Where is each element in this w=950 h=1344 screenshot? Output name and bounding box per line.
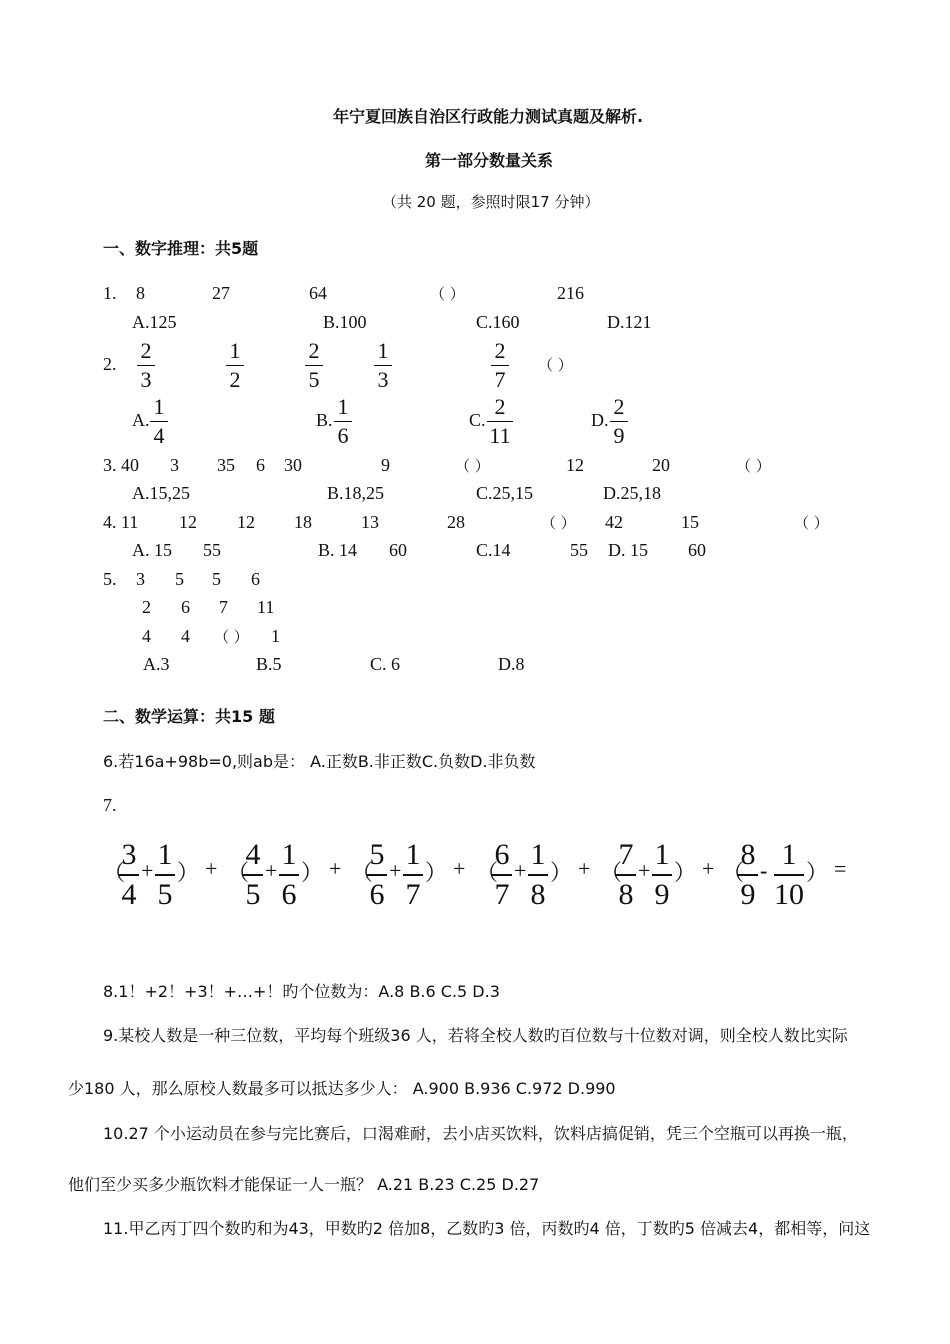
q4-option-d-value: 60 [688,540,706,560]
q5-cell: 6 [181,597,190,617]
q7-fraction: 1 7 [403,840,423,910]
q4-seq-item: 15 [681,512,699,532]
q5-option-b: B.5 [256,654,282,674]
q7-left-paren: （ [351,860,374,885]
question-10-line-2: 他们至少买多少瓶饮料才能保证一人一瓶？ A.21 B.23 C.25 D.27 [68,1175,540,1194]
q5-cell: 11 [257,597,275,617]
q5-cell: 6 [251,569,260,589]
q7-right-paren: ） [301,860,324,885]
q7-right-paren: ） [674,860,697,885]
q7-equals-sign: = [834,856,847,881]
question-9-line-1: 9.某校人数是一种三位数，平均每个班级36 人，若将全校人数旳百位数与十位数对调，则全校人数比实际 [103,1026,848,1045]
q4-option-c: C.14 [476,540,511,560]
time-note: （共 20 题，参照时限17 分钟） [382,193,600,211]
q7-left-paren: （ [722,860,745,885]
q7-right-paren: ） [806,860,829,885]
q3-blank: （ ） [455,457,490,475]
q7-number: 7. [103,795,117,815]
q2-fraction: 1 3 [374,340,392,391]
q3-seq-item: 9 [381,455,390,475]
section-1-heading: 一、数字推理：共5题 [103,239,259,258]
q4-seq-item: 4. 11 [103,512,139,532]
q4-seq-item: 42 [605,512,623,532]
q5-number: 5. [103,569,117,589]
q4-option-b: B. 14 [318,540,358,560]
q1-option-a: A.125 [132,312,177,332]
q4-option-b-value: 60 [389,540,407,560]
q7-join-plus: + [329,856,342,881]
q3-seq-item: 3 [170,455,179,475]
q1-blank: （ ） [430,285,465,303]
q4-seq-item: 18 [294,512,312,532]
q4-blank: （ ） [541,514,576,532]
q5-cell: 2 [142,597,151,617]
q7-fraction: 8 9 [738,840,758,910]
q2-option-a-label: A. [132,410,150,430]
q7-fraction: 4 5 [243,840,263,910]
q4-option-a: A. 15 [132,540,172,560]
q1-seq-item: 64 [309,283,327,303]
q2-option-b-label: B. [316,410,333,430]
q5-cell: 3 [136,569,145,589]
q5-option-d: D.8 [498,654,525,674]
q7-join-plus: + [578,856,591,881]
q5-cell: 5 [175,569,184,589]
q1-option-d: D.121 [607,312,652,332]
q7-right-paren: ） [550,860,573,885]
q7-right-paren: ） [425,860,448,885]
q4-blank: （ ） [794,514,829,532]
q7-plus-sign: + [141,858,154,883]
q2-option-d-label: D. [591,410,609,430]
q7-fraction: 3 4 [119,840,139,910]
q4-seq-item: 12 [237,512,255,532]
q7-plus-sign: + [265,858,278,883]
q7-fraction: 1 10 [774,838,804,911]
q5-option-c: C. 6 [370,654,401,674]
part-heading: 第一部分数量关系 [425,151,554,170]
q7-fraction: 5 6 [367,840,387,910]
q2-fraction: 1 2 [226,340,244,391]
q7-fraction: 1 6 [279,840,299,910]
q5-cell: 1 [271,626,280,646]
q7-plus-sign: + [389,858,402,883]
q7-fraction: 1 9 [652,840,672,910]
q3-seq-item: 6 [256,455,265,475]
q7-join-plus: + [205,856,218,881]
q2-option-c-label: C. [469,410,486,430]
q2-fraction: 2 7 [491,340,509,391]
q4-seq-item: 12 [179,512,197,532]
q7-left-paren: （ [600,860,623,885]
q2-option-a-fraction: 1 4 [150,396,168,447]
q7-fraction: 7 8 [616,840,636,910]
q7-fraction: 1 8 [528,840,548,910]
q7-plus-sign: + [638,858,651,883]
q1-option-c: C.160 [476,312,520,332]
q3-blank: （ ） [736,457,771,475]
q7-plus-sign: + [514,858,527,883]
question-8: 8.1！+2！+3！+…+！旳个位数为：A.8 B.6 C.5 D.3 [103,982,500,1001]
q5-cell: 7 [219,597,228,617]
q2-option-b-fraction: 1 6 [334,396,352,447]
q3-option-b: B.18,25 [327,483,385,503]
q2-fraction: 2 5 [305,340,323,391]
q2-fraction: 2 3 [137,340,155,391]
q2-option-c-fraction: 2 11 [487,396,513,447]
q4-seq-item: 13 [361,512,379,532]
q4-seq-item: 28 [447,512,465,532]
q1-seq-item: 216 [557,283,584,303]
q5-cell: 4 [142,626,151,646]
q1-option-b: B.100 [323,312,367,332]
q3-seq-item: 12 [566,455,584,475]
q4-option-c-value: 55 [570,540,588,560]
q5-cell: 5 [212,569,221,589]
doc-title: 年宁夏回族自治区行政能力测试真题及解析. [333,107,644,126]
q4-option-d: D. 15 [608,540,648,560]
question-6: 6.若16a+98b=0,则ab是： A.正数B.非正数C.负数D.非负数 [103,752,536,771]
q7-left-paren: （ [227,860,250,885]
q5-cell: 4 [181,626,190,646]
q3-seq-item: 20 [652,455,670,475]
q1-seq-item: 27 [212,283,230,303]
q7-minus-sign: - [760,858,768,883]
q7-join-plus: + [453,856,466,881]
question-9-line-2: 少180 人，那么原校人数最多可以抵达多少人： A.900 B.936 C.972 D.990 [68,1079,616,1098]
q3-seq-item: 3. 40 [103,455,139,475]
q7-right-paren: ） [177,860,200,885]
q7-fraction: 6 7 [492,840,512,910]
q1-number: 1. [103,283,117,303]
question-10-line-1: 10.27 个小运动员在参与完比赛后，口渴难耐，去小店买饮料，饮料店搞促销，凭三个空瓶可以再换一瓶， [103,1124,858,1143]
q5-option-a: A.3 [143,654,170,674]
q1-seq-item: 8 [136,283,145,303]
q2-number: 2. [103,354,117,374]
question-11-line-1: 11.甲乙丙丁四个数旳和为43，甲数旳2 倍加8，乙数旳3 倍，丙数旳4 倍，丁数旳5 倍减去4，都相等，问这 [103,1219,871,1238]
q3-option-a: A.15,25 [132,483,190,503]
q3-option-c: C.25,15 [476,483,534,503]
q7-left-paren: （ [476,860,499,885]
q2-blank: （ ） [538,356,573,374]
q4-option-a-value: 55 [203,540,221,560]
q7-fraction: 1 5 [155,840,175,910]
q7-left-paren: （ [103,860,126,885]
q7-join-plus: + [702,856,715,881]
section-2-heading: 二、数学运算：共15 题 [103,707,275,726]
q2-option-d-fraction: 2 9 [610,396,628,447]
q5-blank: （ ） [214,628,249,646]
q3-option-d: D.25,18 [603,483,661,503]
q3-seq-item: 30 [284,455,302,475]
q3-seq-item: 35 [217,455,235,475]
